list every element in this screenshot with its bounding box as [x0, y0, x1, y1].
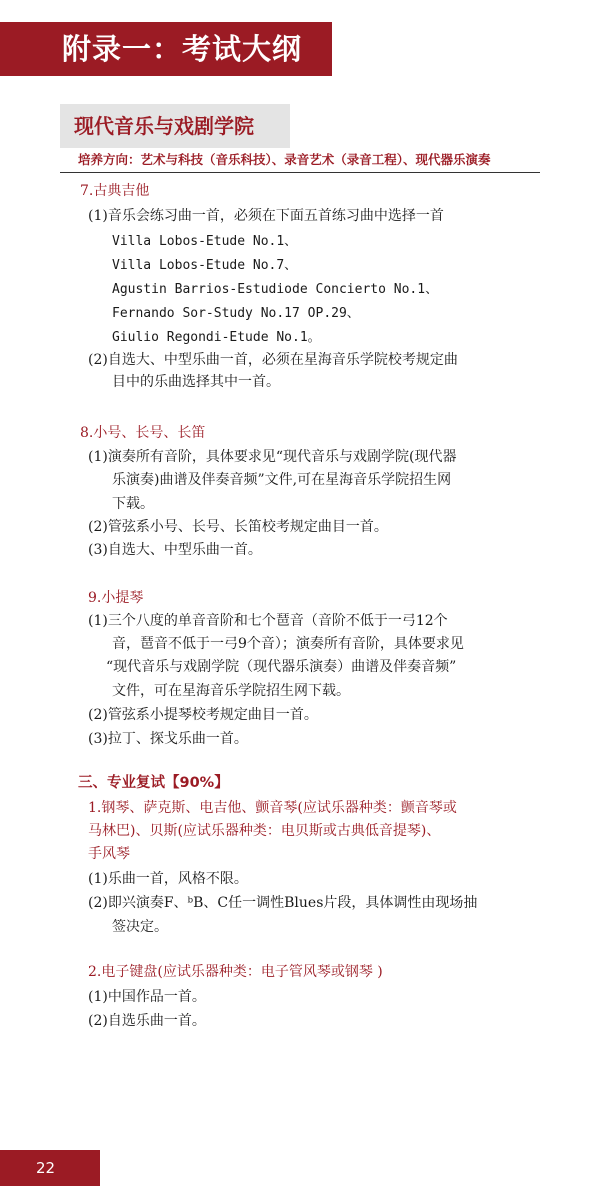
text-line: (2)管弦系小号、长号、长笛校考规定曲目一首。 [88, 519, 388, 535]
divider-line [60, 172, 540, 173]
text-line: (3)自选大、中型乐曲一首。 [88, 542, 262, 558]
page-number: 22 [0, 1150, 100, 1186]
text-line: 马林巴)、贝斯(应试乐器种类：电贝斯或古典低音提琴)、 [88, 823, 441, 839]
text-line: (2)即兴演奏F、ᵇB、C任一调性Blues片段，具体调性由现场抽 [88, 895, 478, 911]
text-line: 7.古典吉他 [80, 183, 150, 199]
text-line: (1)演奏所有音阶，具体要求见“现代音乐与戏剧学院(现代器 [88, 449, 457, 465]
page-header-title: 附录一：考试大纲 [0, 22, 332, 76]
text-line: 三、专业复试【90%】 [78, 775, 229, 791]
text-line: 手风琴 [88, 846, 130, 862]
text-line: Villa Lobos-Etude No.1、 [112, 234, 298, 249]
text-line: 1.钢琴、萨克斯、电吉他、颤音琴(应试乐器种类：颤音琴或 [88, 800, 457, 816]
text-line: (2)自选乐曲一首。 [88, 1013, 206, 1029]
text-line: (3)拉丁、探戈乐曲一首。 [88, 731, 248, 747]
text-line: 签决定。 [112, 919, 168, 935]
text-line: 下载。 [112, 496, 154, 512]
text-line: 2.电子键盘(应试乐器种类：电子管风琴或钢琴 ) [88, 964, 383, 980]
text-line: (1)音乐会练习曲一首，必须在下面五首练习曲中选择一首 [88, 208, 444, 224]
text-line: 文件，可在星海音乐学院招生网下载。 [112, 683, 350, 699]
text-line: (2)自选大、中型乐曲一首，必须在星海音乐学院校考规定曲 [88, 352, 458, 368]
text-line: 乐演奏)曲谱及伴奏音频”文件,可在星海音乐学院招生网 [112, 472, 452, 488]
text-line: (2)管弦系小提琴校考规定曲目一首。 [88, 707, 318, 723]
text-line: (1)三个八度的单音音阶和七个琶音（音阶不低于一弓12个 [88, 613, 448, 629]
text-line: 目中的乐曲选择其中一首。 [112, 374, 280, 390]
text-line: 8.小号、长号、长笛 [80, 425, 206, 441]
text-line: Villa Lobos-Etude No.7、 [112, 258, 298, 273]
training-direction: 培养方向：艺术与科技（音乐科技）、录音艺术（录音工程）、现代器乐演奏 [78, 152, 491, 167]
text-line: (1)中国作品一首。 [88, 989, 206, 1005]
text-line: “现代音乐与戏剧学院（现代器乐演奏）曲谱及伴奏音频” [106, 659, 457, 675]
school-name-box: 现代音乐与戏剧学院 [60, 104, 290, 148]
text-line: Agustin Barrios-Estudiode Concierto No.1、 [112, 282, 439, 297]
text-line: Giulio Regondi-Etude No.1。 [112, 330, 321, 345]
text-line: 9.小提琴 [88, 590, 144, 606]
text-line: Fernando Sor-Study No.17 OP.29、 [112, 306, 360, 321]
text-line: 音，琶音不低于一弓9个音）；演奏所有音阶，具体要求见 [112, 636, 464, 652]
text-line: (1)乐曲一首，风格不限。 [88, 871, 248, 887]
